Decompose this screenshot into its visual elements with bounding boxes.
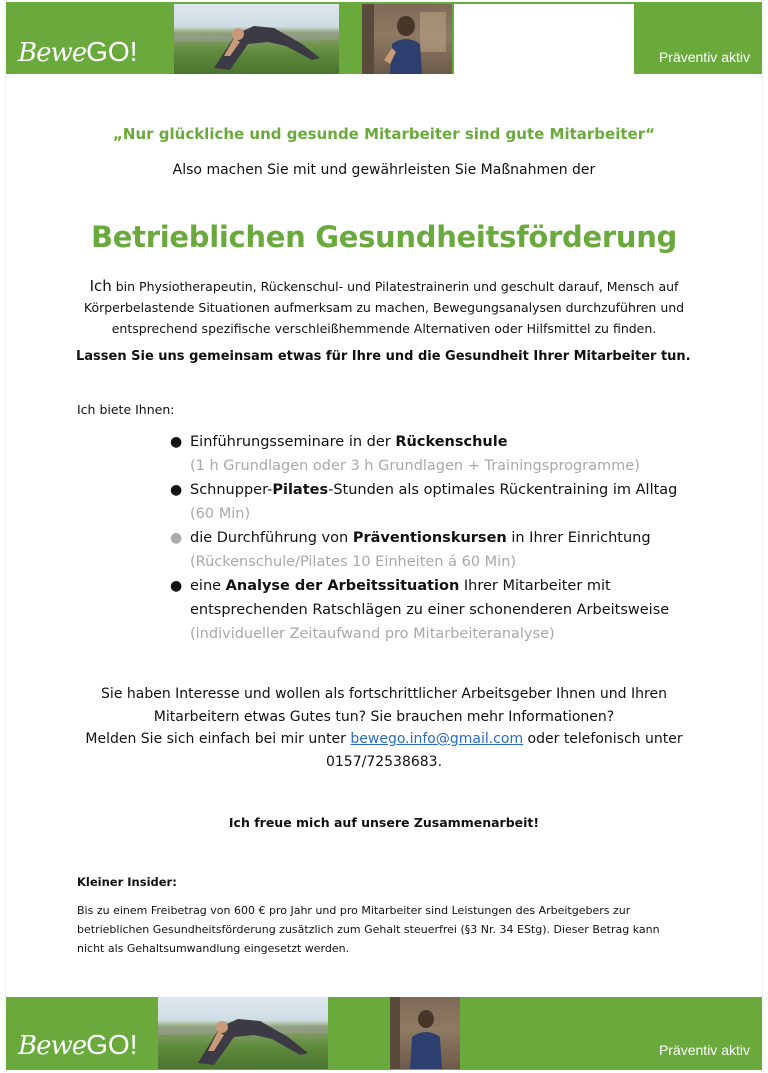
logo-script: Bewe (18, 38, 87, 68)
offer-text: eine (190, 578, 226, 594)
offer-list (166, 430, 686, 646)
intro-line-3: entsprechend spezifische verschleißhemmende Alternativen oder Hilfsmittel zu finden. (111, 321, 657, 336)
list-item (166, 478, 686, 526)
list-item (166, 526, 686, 574)
header-banner (6, 2, 762, 74)
offer-highlight: Rückenschule (395, 434, 508, 450)
phone-number: 0157/72538683. (325, 753, 443, 770)
logo-go: GO! (86, 36, 138, 67)
offer-highlight: Analyse der Arbeitssituation (225, 578, 460, 594)
insider-line-1: Bis zu einem Freibetrag von 600 € pro Jahr und pro Mitarbeiter sind Leistungen des Arbeitgebers zur (77, 904, 631, 917)
footer-pilates-photo (390, 997, 460, 1069)
quote: „Nur glückliche und gesunde Mitarbeiter sind gute Mitarbeiter“ (113, 125, 655, 143)
header-blank-panel (454, 4, 634, 74)
offer-detail: (1 h Grundlagen oder 3 h Grundlagen + Trainingsprogramme) (190, 458, 640, 474)
call-to-action: Lassen Sie uns gemeinsam etwas für Ihre und die Gesundheit Ihrer Mitarbeiter tun. (76, 349, 691, 364)
insider-line-3: nicht als Gehaltsumwandlung eingesetzt werden. (77, 942, 350, 955)
intro-line-1-text: bin Physiotherapeutin, Rückenschul- und Pilatestrainerin und geschult darauf, Mensch auf (111, 279, 679, 294)
logo (18, 36, 137, 68)
intro-paragraph (6, 276, 762, 339)
closing-line: Ich freue mich auf unsere Zusammenarbeit! (228, 815, 540, 830)
footer-banner (6, 997, 762, 1070)
contact-line-3 (6, 728, 762, 751)
footer-yoga-photo (158, 997, 328, 1069)
offer-highlight: Pilates (272, 482, 329, 498)
flyer-page (6, 0, 762, 1073)
insider-title: Kleiner Insider: (77, 875, 177, 889)
offer-text: die Durchführung von (190, 530, 353, 546)
footer-logo (18, 1029, 137, 1061)
intro-first-word: Ich (89, 277, 112, 295)
insider-text (77, 901, 687, 958)
offer-text-line-2: entsprechenden Ratschlägen zu einer schonenderen Arbeitsweise (190, 602, 670, 618)
offer-text-end: -Stunden als optimales Rückentraining im Alltag (328, 482, 678, 498)
offer-text-end: Ihrer Mitarbeiter mit (459, 578, 611, 594)
pilates-photo (362, 4, 452, 74)
contact-line-1: Sie haben Interesse und wollen als fortschrittlicher Arbeitsgeber Ihnen und Ihren (101, 686, 667, 702)
list-item (166, 430, 686, 478)
lead-text: Also machen Sie mit und gewährleisten Sie Maßnahmen der (172, 162, 596, 178)
contact-paragraph (6, 683, 762, 773)
bullet-icon: ● (170, 482, 183, 498)
offer-text: Einführungsseminare in der (190, 434, 396, 450)
insider-line-2: betrieblichen Gesundheitsförderung zusätzlich zum Gehalt steuerfrei (§3 Nr. 34 EStg). Dieser Betrag kann (77, 923, 660, 936)
offer-detail: (individueller Zeitaufwand pro Mitarbeiteranalyse) (190, 626, 555, 642)
list-item (166, 574, 686, 646)
email-link[interactable]: bewego.info@gmail.com (350, 731, 524, 747)
offer-detail: (Rückenschule/Pilates 10 Einheiten á 60 Min) (190, 554, 517, 570)
offer-text: Schnupper- (190, 482, 273, 498)
contact-line-3-start: Melden Sie sich einfach bei mir unter (85, 731, 351, 747)
offer-detail: (60 Min) (190, 506, 251, 522)
intro-line-2: Körperbelastende Situationen aufmerksam zu machen, Bewegungsanalysen durchzuführen und (83, 300, 685, 315)
contact-line-3-end: oder telefonisch unter (523, 731, 683, 747)
header-tagline: Präventiv aktiv (658, 49, 750, 65)
offer-label: Ich biete Ihnen: (77, 402, 175, 417)
bullet-icon: ● (170, 578, 183, 594)
offer-highlight: Präventionskursen (352, 530, 507, 546)
intro-line-1 (6, 276, 762, 297)
footer-logo-script: Bewe (18, 1031, 87, 1061)
page-title: Betrieblichen Gesundheitsförderung (90, 220, 677, 254)
yoga-photo (174, 4, 339, 74)
bullet-icon: ● (170, 434, 183, 450)
offer-text-end: in Ihrer Einrichtung (506, 530, 651, 546)
bullet-icon: ● (170, 530, 183, 546)
footer-tagline: Präventiv aktiv (658, 1042, 750, 1058)
footer-logo-go: GO! (86, 1029, 138, 1060)
contact-line-2: Mitarbeitern etwas Gutes tun? Sie brauchen mehr Informationen? (153, 708, 615, 725)
